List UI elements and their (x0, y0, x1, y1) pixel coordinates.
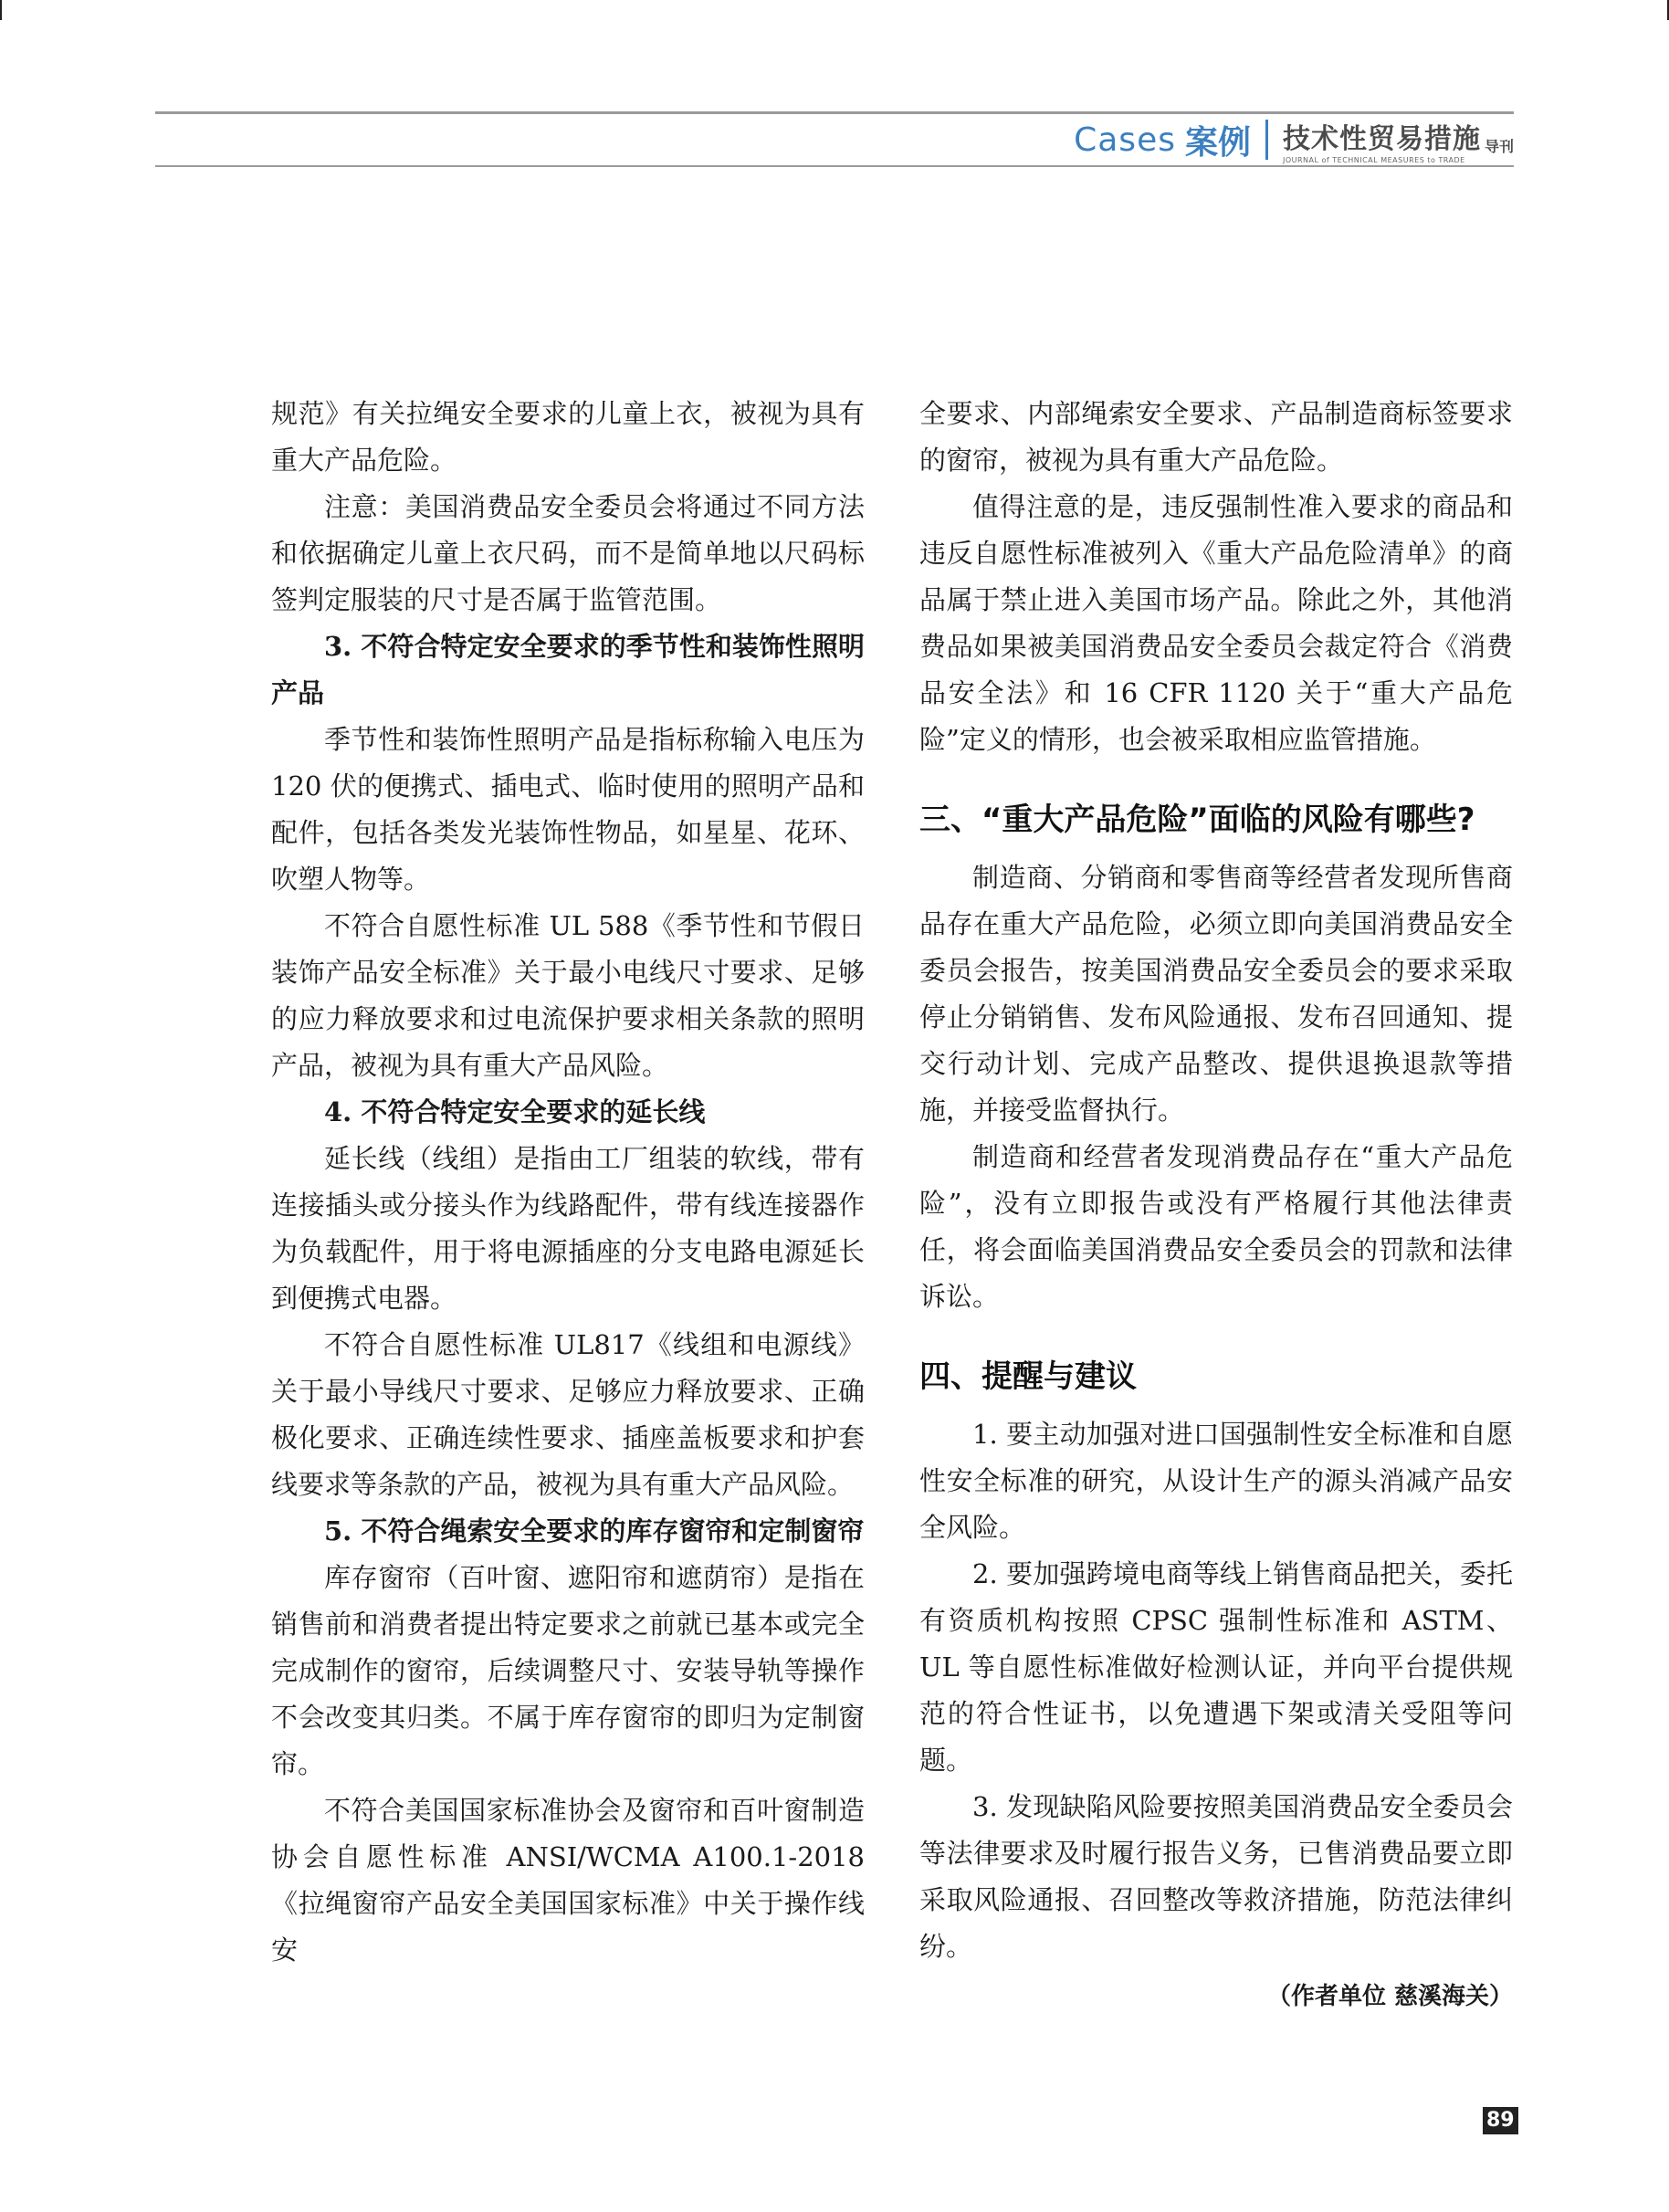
section-heading: 四、提醒与建议 (919, 1358, 1137, 1395)
paragraph: 3. 发现缺陷风险要按照美国消费品安全委员会等法律要求及时履行报告义务，已售消费品要立即采取风险通报、召回整改等救济措施，防范法律纠纷。 (919, 1791, 1513, 1962)
subheading: 5. 不符合绳索安全要求的库存窗帘和定制窗帘 (324, 1515, 865, 1546)
paragraph: 1. 要主动加强对进口国强制性安全标准和自愿性安全标准的研究，从设计生产的源头消减产品安全风险。 (919, 1419, 1513, 1543)
journal-suffix: 导刊 (1484, 137, 1514, 155)
section-label-cn: 案例 (1184, 123, 1251, 162)
paragraph: 不符合自愿性标准 UL 588《季节性和节假日装饰产品安全标准》关于最小电线尺寸要求、足够的应力释放要求和过电流保护要求相关条款的照明产品，被视为具有重大产品风险。 (271, 910, 865, 1081)
author-affiliation: （作者单位 慈溪海关） (1266, 1983, 1513, 2010)
paragraph: 制造商和经营者发现消费品存在“重大产品危险”，没有立即报告或没有严格履行其他法律责任，将会面临美国消费品安全委员会的罚款和法律诉讼。 (919, 1141, 1513, 1312)
right-column (919, 391, 1513, 2011)
subheading: 3. 不符合特定安全要求的季节性和装饰性照明产品 (271, 631, 865, 708)
paragraph: 延长线（线组）是指由工厂组装的软线，带有连接插头或分接头作为线路配件，带有线连接器作为负载配件，用于将电源插座的分支电路电源延长到便携式电器。 (271, 1143, 865, 1314)
subheading: 4. 不符合特定安全要求的延长线 (324, 1096, 706, 1127)
journal-logo (1283, 116, 1514, 164)
journal-name: 技术性贸易措施 (1282, 122, 1481, 155)
page-number: 89 (1483, 2107, 1518, 2134)
left-column (271, 391, 865, 1974)
paragraph: 全要求、内部绳索安全要求、产品制造商标签要求的窗帘，被视为具有重大产品危险。 (919, 398, 1513, 476)
paragraph: 不符合美国国家标准协会及窗帘和百叶窗制造协会自愿性标准 ANSI/WCMA A100.1-2018《拉绳窗帘产品安全美国国家标准》中关于操作线安 (271, 1795, 865, 1966)
crop-mark-left (0, 0, 2, 20)
paragraph: 季节性和装饰性照明产品是指标称输入电压为 120 伏的便携式、插电式、临时使用的照明产品和配件，包括各类发光装饰性物品，如星星、花环、吹塑人物等。 (271, 724, 865, 895)
running-header (1074, 113, 1514, 166)
paragraph: 制造商、分销商和零售商等经营者发现所售商品存在重大产品危险，必须立即向美国消费品安全委员会报告，按美国消费品安全委员会的要求采取停止分销销售、发布风险通报、发布召回通知、提交行动计划、完成产品整改、提供退换退款等措施，并接受监督执行。 (919, 862, 1513, 1126)
section-label-en: Cases (1074, 121, 1176, 159)
paragraph: 2. 要加强跨境电商等线上销售商品把关，委托有资质机构按照 CPSC 强制性标准和 ASTM、UL 等自愿性标准做好检测认证，并向平台提供规范的符合性证书，以免遭遇下架或清关受阻等问题。 (919, 1558, 1513, 1776)
header-divider (1265, 120, 1268, 160)
paragraph: 库存窗帘（百叶窗、遮阳帘和遮荫帘）是指在销售前和消费者提出特定要求之前就已基本或完全完成制作的窗帘，后续调整尺寸、安装导轨等操作不会改变其归类。不属于库存窗帘的即归为定制窗帘。 (271, 1562, 865, 1779)
paragraph: 规范》有关拉绳安全要求的儿童上衣，被视为具有重大产品危险。 (271, 398, 865, 476)
section-heading: 三、“重大产品危险”面临的风险有哪些? (919, 802, 1475, 838)
paragraph: 不符合自愿性标准 UL817《线组和电源线》关于最小导线尺寸要求、足够应力释放要求、正确极化要求、正确连续性要求、插座盖板要求和护套线要求等条款的产品，被视为具有重大产品风险。 (271, 1329, 865, 1500)
journal-name-en: JOURNAL of TECHNICAL MEASURES to TRADE (1282, 155, 1465, 164)
paragraph: 注意：美国消费品安全委员会将通过不同方法和依据确定儿童上衣尺码，而不是简单地以尺码标签判定服装的尺寸是否属于监管范围。 (271, 491, 865, 615)
paragraph: 值得注意的是，违反强制性准入要求的商品和违反自愿性标准被列入《重大产品危险清单》的商品属于禁止进入美国市场产品。除此之外，其他消费品如果被美国消费品安全委员会裁定符合《消费品安全法》和 16 CFR 1120 关于“重大产品危险”定义的情形，也会被采取相应监管措施。 (919, 491, 1513, 755)
